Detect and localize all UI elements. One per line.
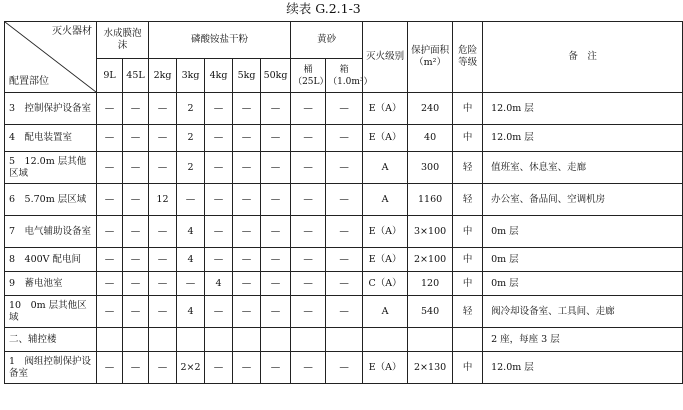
quantity-cell: — bbox=[233, 352, 261, 384]
quantity-cell: — bbox=[233, 216, 261, 248]
quantity-cell: — bbox=[261, 272, 291, 296]
table-row bbox=[5, 272, 683, 296]
quantity-cell: — bbox=[149, 248, 177, 272]
sand-box-header: 箱（1.0m³） bbox=[326, 59, 363, 93]
col-note-header: 备 注 bbox=[483, 22, 683, 93]
powder-5kg-header: 5kg bbox=[233, 59, 261, 93]
area-cell: 40 bbox=[408, 125, 453, 152]
area-cell: 1160 bbox=[408, 184, 453, 216]
quantity-cell: — bbox=[205, 352, 233, 384]
class-cell: E（A） bbox=[363, 248, 408, 272]
class-cell: A bbox=[363, 296, 408, 328]
quantity-cell: — bbox=[177, 272, 205, 296]
quantity-cell bbox=[97, 328, 123, 352]
quantity-cell: — bbox=[291, 352, 326, 384]
header-row-1 bbox=[5, 22, 683, 59]
class-cell: E（A） bbox=[363, 93, 408, 125]
quantity-cell: — bbox=[123, 93, 149, 125]
note-cell: 0m 层 bbox=[483, 272, 683, 296]
quantity-cell: — bbox=[149, 272, 177, 296]
class-cell: C（A） bbox=[363, 272, 408, 296]
class-cell: A bbox=[363, 152, 408, 184]
class-cell: E（A） bbox=[363, 216, 408, 248]
col-area-header: 保护面积（m²） bbox=[408, 22, 453, 93]
area-cell: 2×130 bbox=[408, 352, 453, 384]
quantity-cell: — bbox=[233, 93, 261, 125]
quantity-cell: 2 bbox=[177, 125, 205, 152]
area-cell: 120 bbox=[408, 272, 453, 296]
quantity-cell: — bbox=[233, 184, 261, 216]
group-sand-header: 黄砂 bbox=[291, 22, 363, 59]
quantity-cell: — bbox=[123, 296, 149, 328]
quantity-cell: — bbox=[149, 296, 177, 328]
area-cell: 2×100 bbox=[408, 248, 453, 272]
quantity-cell: — bbox=[291, 272, 326, 296]
powder-2kg-header: 2kg bbox=[149, 59, 177, 93]
quantity-cell bbox=[123, 328, 149, 352]
hazard-cell: 中 bbox=[453, 248, 483, 272]
group-foam-header: 水成膜泡沫 bbox=[97, 22, 149, 59]
quantity-cell: — bbox=[123, 216, 149, 248]
group-powder-header: 磷酸铵盐干粉 bbox=[149, 22, 291, 59]
quantity-cell: — bbox=[233, 296, 261, 328]
quantity-cell bbox=[205, 328, 233, 352]
quantity-cell bbox=[291, 328, 326, 352]
table-row bbox=[5, 328, 683, 352]
quantity-cell: — bbox=[205, 216, 233, 248]
quantity-cell: — bbox=[261, 248, 291, 272]
note-cell: 0m 层 bbox=[483, 248, 683, 272]
location-cell: 二、辅控楼 bbox=[5, 328, 97, 352]
quantity-cell: — bbox=[233, 152, 261, 184]
quantity-cell: — bbox=[123, 184, 149, 216]
powder-4kg-header: 4kg bbox=[205, 59, 233, 93]
quantity-cell: — bbox=[233, 272, 261, 296]
table-row bbox=[5, 184, 683, 216]
quantity-cell: — bbox=[97, 184, 123, 216]
quantity-cell: — bbox=[205, 248, 233, 272]
table-row bbox=[5, 248, 683, 272]
location-cell: 10 0m 层其他区域 bbox=[5, 296, 97, 328]
corner-bottom-label: 配置部位 bbox=[9, 76, 49, 87]
table-row bbox=[5, 125, 683, 152]
quantity-cell: — bbox=[326, 152, 363, 184]
area-cell: 540 bbox=[408, 296, 453, 328]
quantity-cell: — bbox=[291, 216, 326, 248]
hazard-cell: 中 bbox=[453, 272, 483, 296]
class-cell: E（A） bbox=[363, 125, 408, 152]
quantity-cell: — bbox=[326, 125, 363, 152]
quantity-cell: — bbox=[261, 216, 291, 248]
location-cell: 6 5.70m 层区域 bbox=[5, 184, 97, 216]
foam-9l-header: 9L bbox=[97, 59, 123, 93]
location-cell: 5 12.0m 层其他区域 bbox=[5, 152, 97, 184]
quantity-cell bbox=[326, 328, 363, 352]
quantity-cell: 12 bbox=[149, 184, 177, 216]
quantity-cell: — bbox=[233, 248, 261, 272]
quantity-cell: — bbox=[291, 93, 326, 125]
quantity-cell: — bbox=[177, 184, 205, 216]
fire-equipment-table bbox=[4, 21, 683, 384]
note-cell: 12.0m 层 bbox=[483, 352, 683, 384]
quantity-cell bbox=[177, 328, 205, 352]
table-row bbox=[5, 352, 683, 384]
col-class-header: 灭火级别 bbox=[363, 22, 408, 93]
quantity-cell bbox=[261, 328, 291, 352]
quantity-cell: — bbox=[261, 184, 291, 216]
quantity-cell: 4 bbox=[177, 216, 205, 248]
hazard-cell: 轻 bbox=[453, 296, 483, 328]
quantity-cell: 2×2 bbox=[177, 352, 205, 384]
note-cell: 0m 层 bbox=[483, 216, 683, 248]
note-cell: 阀冷却设备室、工具间、走廊 bbox=[483, 296, 683, 328]
quantity-cell bbox=[149, 328, 177, 352]
location-cell: 7 电气辅助设备室 bbox=[5, 216, 97, 248]
quantity-cell: — bbox=[97, 216, 123, 248]
note-cell: 12.0m 层 bbox=[483, 93, 683, 125]
quantity-cell: — bbox=[123, 152, 149, 184]
quantity-cell: — bbox=[97, 93, 123, 125]
table-caption: 续表 G.2.1-3 bbox=[286, 1, 361, 16]
quantity-cell: — bbox=[326, 248, 363, 272]
location-cell: 9 蓄电池室 bbox=[5, 272, 97, 296]
quantity-cell: — bbox=[123, 248, 149, 272]
sand-bucket-header: 桶（25L） bbox=[291, 59, 326, 93]
area-cell: 300 bbox=[408, 152, 453, 184]
quantity-cell: — bbox=[326, 93, 363, 125]
quantity-cell: — bbox=[326, 272, 363, 296]
quantity-cell: — bbox=[261, 352, 291, 384]
hazard-cell: 中 bbox=[453, 93, 483, 125]
quantity-cell: — bbox=[261, 125, 291, 152]
quantity-cell: 2 bbox=[177, 152, 205, 184]
quantity-cell: — bbox=[97, 248, 123, 272]
quantity-cell: — bbox=[149, 93, 177, 125]
quantity-cell: 4 bbox=[177, 296, 205, 328]
quantity-cell: — bbox=[205, 93, 233, 125]
quantity-cell: — bbox=[123, 125, 149, 152]
quantity-cell: — bbox=[123, 272, 149, 296]
quantity-cell: 4 bbox=[205, 272, 233, 296]
quantity-cell: — bbox=[97, 272, 123, 296]
quantity-cell bbox=[233, 328, 261, 352]
quantity-cell: — bbox=[326, 216, 363, 248]
quantity-cell: — bbox=[291, 152, 326, 184]
area-cell: 240 bbox=[408, 93, 453, 125]
foam-45l-header: 45L bbox=[123, 59, 149, 93]
location-cell: 1 阀组控制保护设备室 bbox=[5, 352, 97, 384]
area-cell: 3×100 bbox=[408, 216, 453, 248]
quantity-cell: 4 bbox=[177, 248, 205, 272]
class-cell: A bbox=[363, 184, 408, 216]
quantity-cell: — bbox=[261, 152, 291, 184]
col-hazard-header: 危险等级 bbox=[453, 22, 483, 93]
location-cell: 3 控制保护设备室 bbox=[5, 93, 97, 125]
corner-top-label: 灭火器材 bbox=[52, 26, 92, 37]
note-cell: 办公室、备品间、空调机房 bbox=[483, 184, 683, 216]
quantity-cell: — bbox=[261, 296, 291, 328]
quantity-cell: — bbox=[149, 125, 177, 152]
table-row bbox=[5, 93, 683, 125]
table-row bbox=[5, 216, 683, 248]
quantity-cell: — bbox=[149, 216, 177, 248]
quantity-cell: — bbox=[97, 152, 123, 184]
area-cell bbox=[408, 328, 453, 352]
note-cell: 2 座，每座 3 层 bbox=[483, 328, 683, 352]
corner-header bbox=[5, 22, 97, 93]
hazard-cell: 轻 bbox=[453, 184, 483, 216]
quantity-cell: — bbox=[291, 125, 326, 152]
powder-3kg-header: 3kg bbox=[177, 59, 205, 93]
table-row bbox=[5, 152, 683, 184]
quantity-cell: — bbox=[123, 352, 149, 384]
quantity-cell: — bbox=[97, 125, 123, 152]
quantity-cell: — bbox=[326, 184, 363, 216]
quantity-cell: — bbox=[149, 352, 177, 384]
quantity-cell: — bbox=[261, 93, 291, 125]
quantity-cell: — bbox=[326, 296, 363, 328]
table-body bbox=[5, 93, 683, 384]
quantity-cell: — bbox=[205, 296, 233, 328]
location-cell: 4 配电装置室 bbox=[5, 125, 97, 152]
quantity-cell: — bbox=[291, 248, 326, 272]
quantity-cell: 2 bbox=[177, 93, 205, 125]
quantity-cell: — bbox=[291, 296, 326, 328]
quantity-cell: — bbox=[291, 184, 326, 216]
quantity-cell: — bbox=[205, 184, 233, 216]
hazard-cell: 中 bbox=[453, 125, 483, 152]
note-cell: 值班室、休息室、走廊 bbox=[483, 152, 683, 184]
table-row bbox=[5, 296, 683, 328]
location-cell: 8 400V 配电间 bbox=[5, 248, 97, 272]
hazard-cell: 中 bbox=[453, 216, 483, 248]
hazard-cell bbox=[453, 328, 483, 352]
class-cell: E（A） bbox=[363, 352, 408, 384]
quantity-cell: — bbox=[205, 125, 233, 152]
class-cell bbox=[363, 328, 408, 352]
hazard-cell: 轻 bbox=[453, 152, 483, 184]
quantity-cell: — bbox=[233, 125, 261, 152]
quantity-cell: — bbox=[326, 352, 363, 384]
hazard-cell: 中 bbox=[453, 352, 483, 384]
quantity-cell: — bbox=[97, 352, 123, 384]
quantity-cell: — bbox=[97, 296, 123, 328]
note-cell: 12.0m 层 bbox=[483, 125, 683, 152]
powder-50kg-header: 50kg bbox=[261, 59, 291, 93]
quantity-cell: — bbox=[149, 152, 177, 184]
quantity-cell: — bbox=[205, 152, 233, 184]
